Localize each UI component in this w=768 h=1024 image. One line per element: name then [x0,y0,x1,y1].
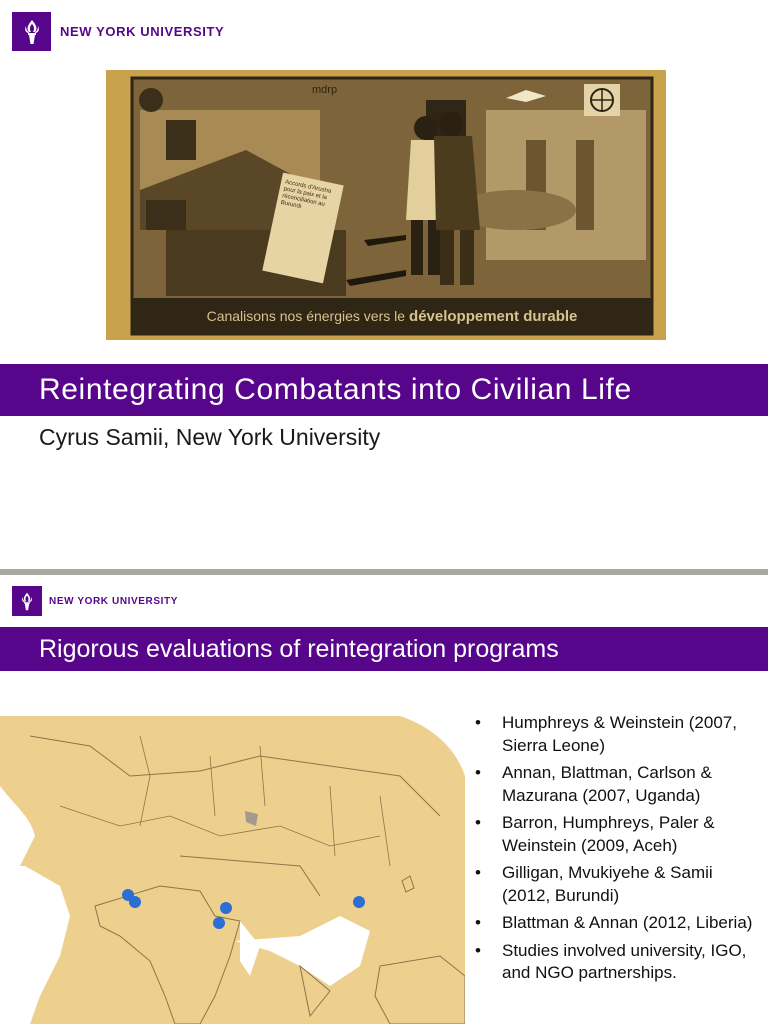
bullet-icon: • [475,813,481,832]
study-location-marker [129,896,141,908]
caption-prefix: Canalisons nos énergies vers le [206,308,406,324]
list-item [472,940,764,985]
study-location-marker [213,917,225,929]
university-wordmark: NEW YORK UNIVERSITY [49,596,179,607]
arusha-accord-document: Accords d'Arusha pour la paix et la réconciliation au Burundi [262,173,343,284]
list-item [472,712,764,757]
bullet-icon: • [475,940,481,960]
bullet-icon: • [475,913,481,932]
study-location-marker [353,896,365,908]
list-item [472,812,764,857]
billboard-caption [132,298,652,334]
list-item-text: Blattman & Annan (2012, Liberia) [502,913,753,932]
world-map [0,716,465,1024]
list-item-text: Annan, Blattman, Carlson & Mazurana (2007, Uganda) [502,763,712,805]
nyu-logo-box [12,586,42,616]
world-map-graphic [0,716,465,1024]
nyu-logo-box [12,12,51,51]
university-wordmark: NEW YORK UNIVERSITY [60,24,225,39]
evaluations-slide [0,575,768,1024]
slide-title: Rigorous evaluations of reintegration programs [0,627,768,671]
list-item [472,762,764,807]
list-item-text: Barron, Humphreys, Paler & Weinstein (2009, Aceh) [502,813,715,855]
mdrp-label: mdrp [312,84,338,96]
study-location-marker [220,902,232,914]
nyu-torch-icon [19,591,35,612]
list-item [472,912,764,935]
study-list [472,712,764,990]
caption-bold: développement durable [409,307,578,325]
list-item-text: Humphreys & Weinstein (2007, Sierra Leone) [502,713,737,755]
slide-title: Reintegrating Combatants into Civilian Life [0,364,768,416]
bullet-icon: • [475,863,481,882]
ddr-billboard-photo [106,70,666,340]
bullet-icon: • [475,763,481,782]
nyu-torch-icon [21,18,43,46]
bullet-icon: • [475,713,481,732]
list-item-text: Studies involved university, IGO, and NGO partnerships. [502,940,747,982]
list-item [472,862,764,907]
list-item-text: Gilligan, Mvukiyehe & Samii (2012, Burundi) [502,863,713,905]
slide-subtitle: Cyrus Samii, New York University [39,424,381,450]
